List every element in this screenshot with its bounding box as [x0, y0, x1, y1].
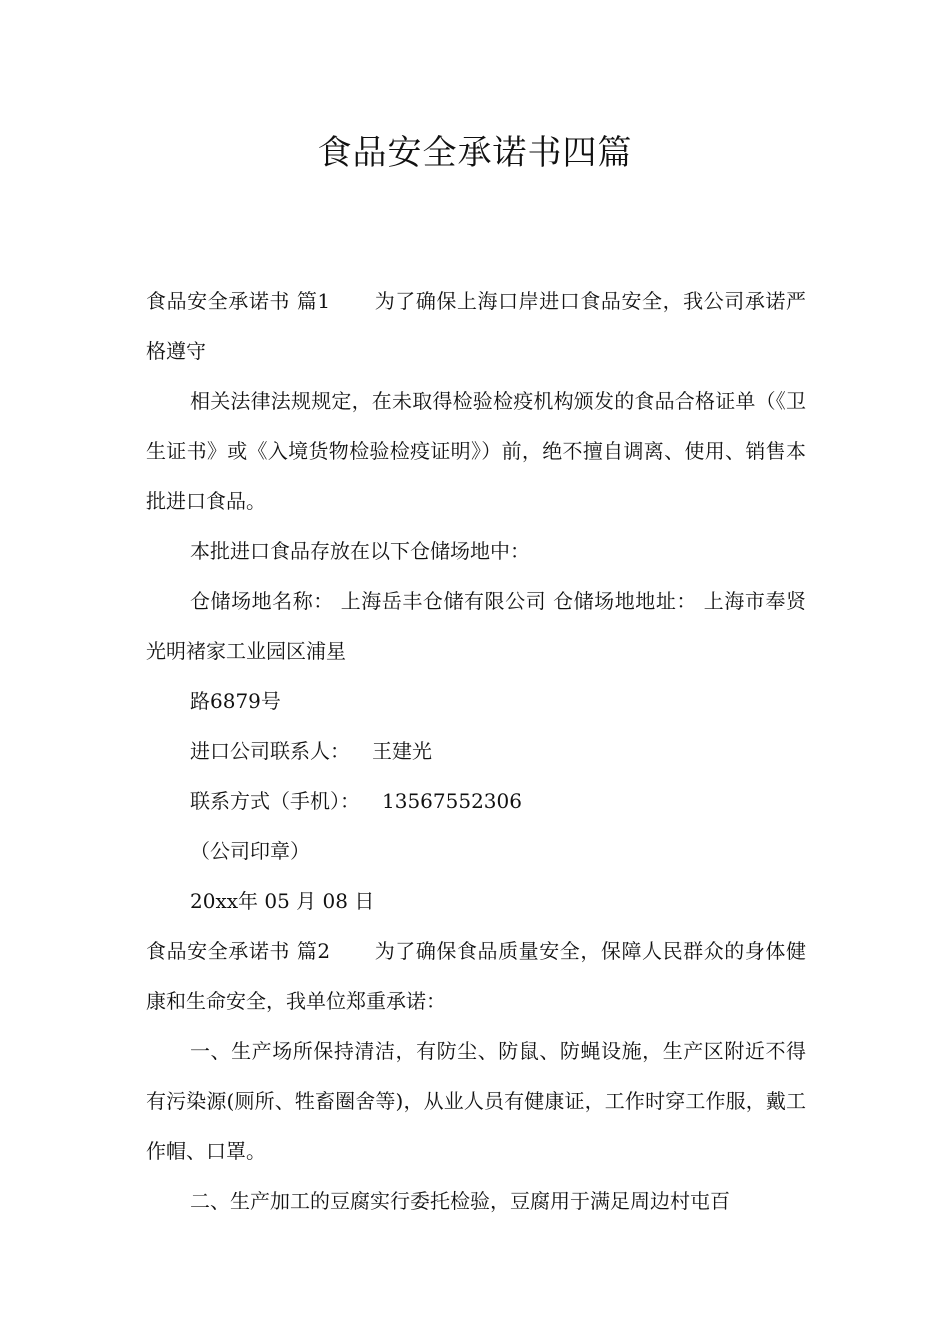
section1-paragraph-3: 仓储场地名称： 上海岳丰仓储有限公司 仓储场地地址： 上海市奉贤光明褚家工业园区浦星: [146, 589, 806, 663]
section2-intro-paragraph: [146, 926, 806, 1026]
section1-paragraph-1: 相关法律法规规定，在未取得检验检疫机构颁发的食品合格证单（《卫生证书》或《入境货物检验检疫证明》）前，绝不擅自调离、使用、销售本批进口食品。: [146, 389, 806, 513]
section1-heading: 食品安全承诺书 篇1: [146, 289, 331, 313]
section1-paragraph-2: 本批进口食品存放在以下仓储场地中：: [190, 539, 530, 563]
phone-label: 联系方式（手机）：: [190, 789, 360, 813]
section1-intro-paragraph: [146, 276, 806, 376]
section2-intro-text: 为了确保食品质量安全，保障人民群众的身体健康和生命安全，我单位郑重承诺：: [146, 939, 806, 1013]
section1-contact-line: [146, 726, 806, 776]
phone-value: 13567552306: [382, 789, 522, 813]
contact-label: 进口公司联系人：: [190, 739, 350, 763]
section2-paragraph-1: 一、生产场所保持清洁，有防尘、防鼠、防蝇设施，生产区附近不得有污染源(厕所、牲畜圈舍等)，从业人员有健康证，工作时穿工作服，戴工作帽、口罩。: [146, 1039, 806, 1163]
section2-paragraph-2: 二、生产加工的豆腐实行委托检验，豆腐用于满足周边村屯百: [190, 1189, 730, 1213]
section1-intro-text: 为了确保上海口岸进口食品安全，我公司承诺严格遵守: [146, 289, 806, 363]
document-body: [146, 276, 806, 1226]
section1-paragraph-4: 路6879号: [190, 689, 281, 713]
contact-name: 王建光: [372, 739, 432, 763]
section1-date-line: 20xx年 05 月 08 日: [190, 889, 375, 913]
section2-heading: 食品安全承诺书 篇2: [146, 939, 331, 963]
section1-phone-line: [146, 776, 806, 826]
section1-seal-line: （公司印章）: [190, 839, 310, 863]
document-title: 食品安全承诺书四篇: [317, 133, 633, 173]
